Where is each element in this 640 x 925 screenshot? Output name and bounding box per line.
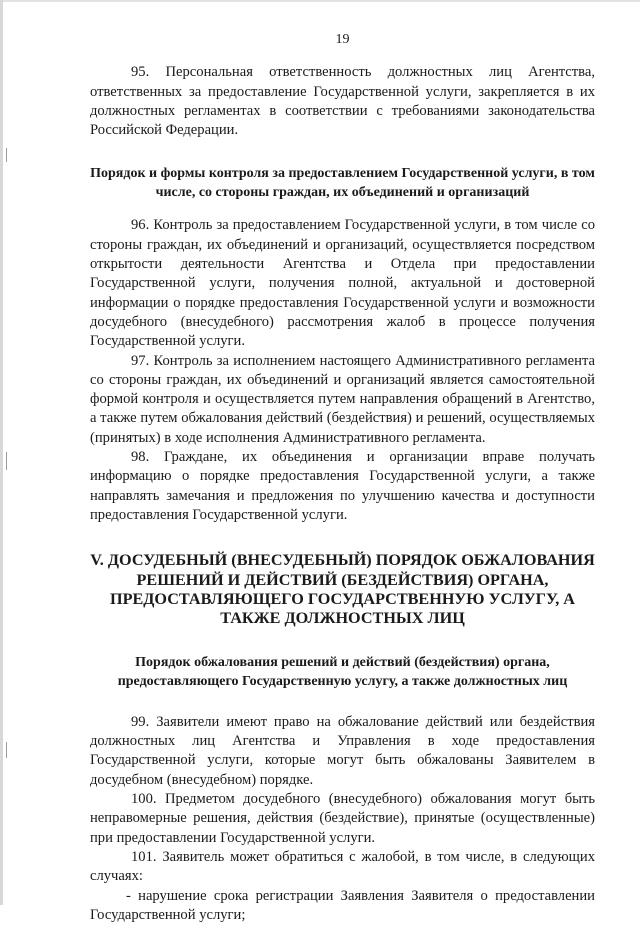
- page-number: 19: [335, 32, 350, 47]
- section-v-heading: V. ДОСУДЕБНЫЙ (ВНЕСУДЕБНЫЙ) ПОРЯДОК ОБЖАЛОВАНИЯ РЕШЕНИЙ И ДЕЙСТВИЙ (БЕЗДЕЙСТВИЯ) ОРГАНА, ПРЕДОСТАВЛЯЮЩЕГО ГОСУДАРСТВЕННУЮ УСЛУГУ, А ТАКЖЕ ДОЛЖНОСТНЫХ ЛИЦ: [90, 551, 595, 628]
- document-page: [90, 30, 595, 925]
- control-heading: Порядок и формы контроля за предоставлением Государственной услуги, в том числе, со стороны граждан, их объединений и организаций: [90, 166, 595, 201]
- scan-edge-left: [0, 0, 3, 905]
- scan-margin-mark: [6, 148, 7, 162]
- list-item: - нарушение срока регистрации Заявления Заявителя о предоставлении Государственной услуги;: [90, 887, 595, 923]
- paragraph-97: 97. Контроль за исполнением настоящего Административного регламента со стороны граждан, их объединений и организаций является самостоятельной формой контроля и осуществляется путем направления обращений в Агентство, а также путем обжалования действий (бездействия) и решений, осуществляемых (принятых) в ходе исполнения Административного регламента.: [90, 352, 595, 446]
- paragraph-101: 101. Заявитель может обратиться с жалобой, в том числе, в следующих случаях:: [90, 848, 595, 885]
- scan-margin-mark: [6, 452, 7, 470]
- paragraph-96: 96. Контроль за предоставлением Государственной услуги, в том числе со стороны граждан, их объединений и организаций, осуществляется посредством открытости деятельности Агентства и Отдела при предоставлении Государственной услуги, получения полной, актуальной и достоверной информации о порядке предоставления Государственной услуги и возможности досудебного (внесудебного) рассмотрения жалоб в процессе получения Государственной услуги.: [90, 217, 595, 350]
- appeal-heading: Порядок обжалования решений и действий (бездействия) органа, предоставляющего Государственную услугу, а также должностных лиц: [117, 654, 568, 689]
- scan-edge-top: [0, 0, 640, 2]
- paragraph-95: 95. Персональная ответственность должностных лиц Агентства, ответственных за предоставление Государственной услуги, закрепляется в их должностных регламентах в соответствии с требованиями законодательства Российской Федерации.: [90, 64, 595, 139]
- paragraph-98: 98. Граждане, их объединения и организации вправе получать информацию о порядке предоставления Государственной услуги, а также направлять замечания и предложения по улучшению качества и доступности предоставления Государственной услуги.: [90, 449, 595, 523]
- paragraph-100: 100. Предметом досудебного (внесудебного) обжалования могут быть неправомерные решения, действия (бездействие), принятые (осуществленные) при предоставлении Государственной услуги.: [90, 791, 595, 846]
- paragraph-99: 99. Заявители имеют право на обжалование действий или бездействия должностных лиц Агентства и Управления в ходе предоставления Государственной услуги, которые могут быть обжалованы Заявителем в досудебном (внесудебном) порядке.: [90, 713, 595, 788]
- scan-margin-mark: [6, 742, 7, 758]
